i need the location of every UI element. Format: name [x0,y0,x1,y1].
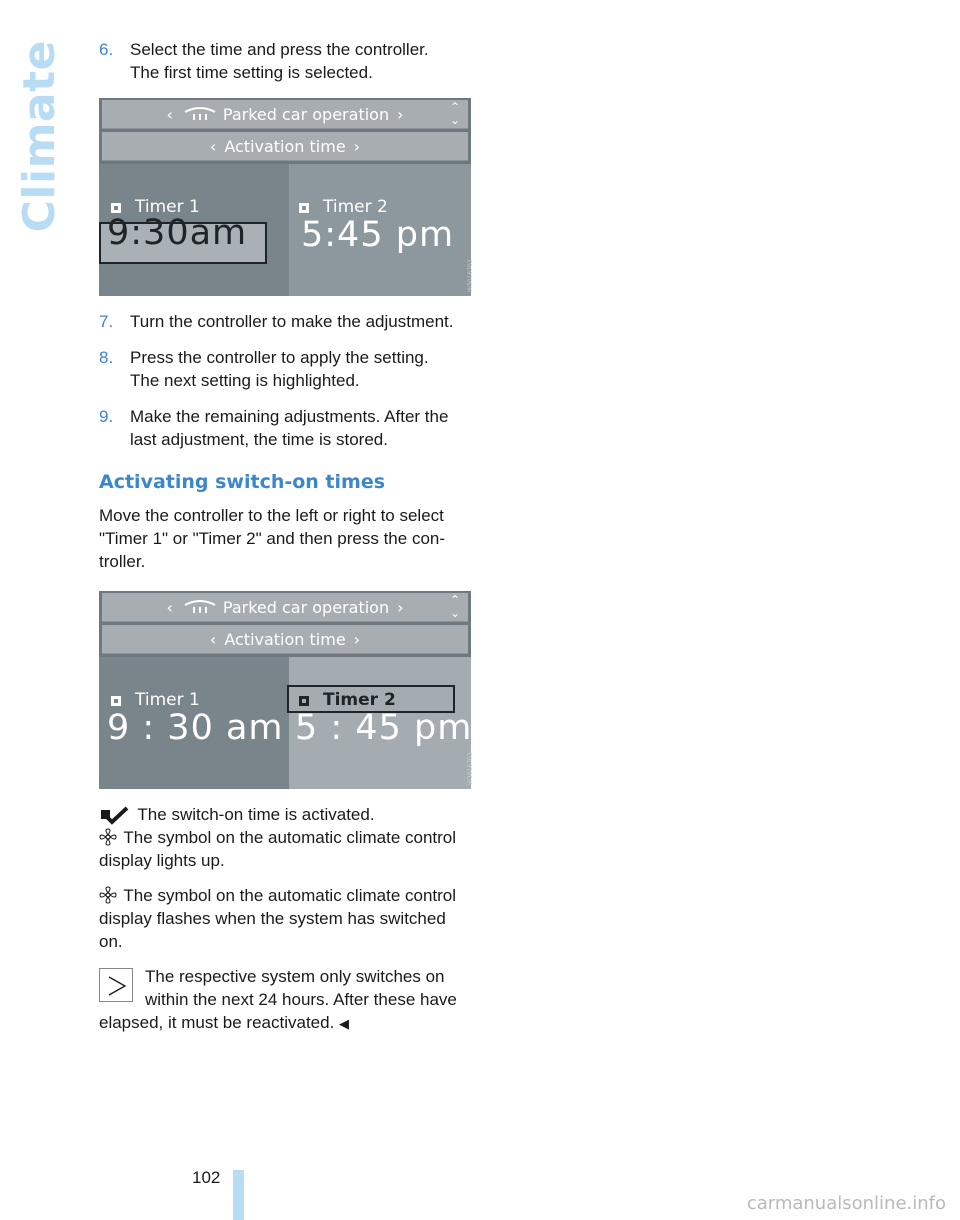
step-number: 7. [99,312,114,331]
step-number: 8. [99,348,114,367]
checkmark-icon [99,807,129,823]
step-number: 6. [99,40,114,59]
fan-icon [99,886,117,904]
note-text: The respective system only switches on within the next 24 hours. After these have elapsed, it must be reactivated. [99,967,457,1032]
symbol-text: The symbol on the automatic climate control display flashes when the system has switched on. [99,886,457,951]
check-text: The switch-on time is activated. [137,805,375,824]
intro-paragraph: Move the controller to the left or right to select "Timer 1" or "Timer 2" and then press the con-troller. [99,506,446,571]
end-marker-icon: ◀ [339,1016,350,1031]
symbol-paragraph-2 [99,884,471,953]
chevron-left-icon: ‹ [166,104,173,124]
checkbox-icon [299,696,309,706]
symbol-text: The symbol on the automatic climate control display lights up. [99,828,457,870]
timer-label-text: Timer 2 [323,690,396,710]
note-icon [99,968,133,1002]
scroll-arrows-icon: ⌃ ⌄ [449,593,461,620]
menu-bar-activation-time [102,625,468,654]
chevron-left-icon: ‹ [209,629,217,649]
menu-bar-label: Parked car operation [222,597,390,617]
page-content [99,38,471,1035]
chevron-left-icon: ‹ [209,136,217,156]
menu-bar-activation-time [102,132,468,161]
display-screenshot-1 [99,98,471,296]
ventilation-icon [183,599,217,615]
step-subtext: last adjustment, the time is stored. [130,430,388,449]
menu-bar-label: Activation time [224,629,346,649]
scroll-arrows-icon: ⌃ ⌄ [449,100,461,127]
step-9 [99,405,471,451]
step-subtext: The next setting is highlighted. [130,371,360,390]
timer-2-time: 5:45 pm [301,215,455,255]
step-text: Make the remaining adjustments. After the [130,407,449,426]
figure-code [459,236,469,292]
fan-icon [99,828,117,846]
checkbox-icon [299,203,309,213]
timer-1-time: 9 : 30 am [107,708,284,748]
page-number: 102 [192,1168,221,1187]
checkbox-icon [111,203,121,213]
timer-1-time: 9:30am [107,213,248,253]
chevron-right-icon: › [353,136,361,156]
section-title: Climate [14,40,65,233]
section-heading: Activating switch-on times [99,471,386,493]
timer-label-text: Timer 2 [323,197,388,217]
figure-code [459,729,469,785]
step-text: Select the time and press the controller. [130,40,429,59]
step-7 [99,310,471,333]
step-text: Turn the controller to make the adjustment. [130,312,454,331]
step-6 [99,38,471,84]
page-tab-marker [233,1170,244,1220]
symbol-paragraph-1 [99,826,471,872]
ventilation-icon [183,106,217,122]
chevron-right-icon: › [397,104,404,124]
step-subtext: The first time setting is selected. [130,63,373,82]
chevron-right-icon: › [353,629,361,649]
timer-label-text: Timer 1 [135,197,200,217]
menu-bar-parked-car [102,593,468,622]
chevron-right-icon: › [397,597,404,617]
step-8 [99,346,471,392]
timer-label-text: Timer 1 [135,690,200,710]
step-number: 9. [99,407,114,426]
menu-bar-parked-car [102,100,468,129]
checkbox-icon [111,696,121,706]
watermark: carmanualsonline.info [746,1193,946,1214]
display-screenshot-2 [99,591,471,789]
timer-2-time: 5 : 45 pm [295,708,473,748]
menu-bar-label: Parked car operation [222,104,390,124]
step-text: Press the controller to apply the setting. [130,348,429,367]
menu-bar-label: Activation time [224,136,346,156]
check-paragraph [99,803,471,826]
note-block [99,965,471,1035]
chevron-left-icon: ‹ [166,597,173,617]
